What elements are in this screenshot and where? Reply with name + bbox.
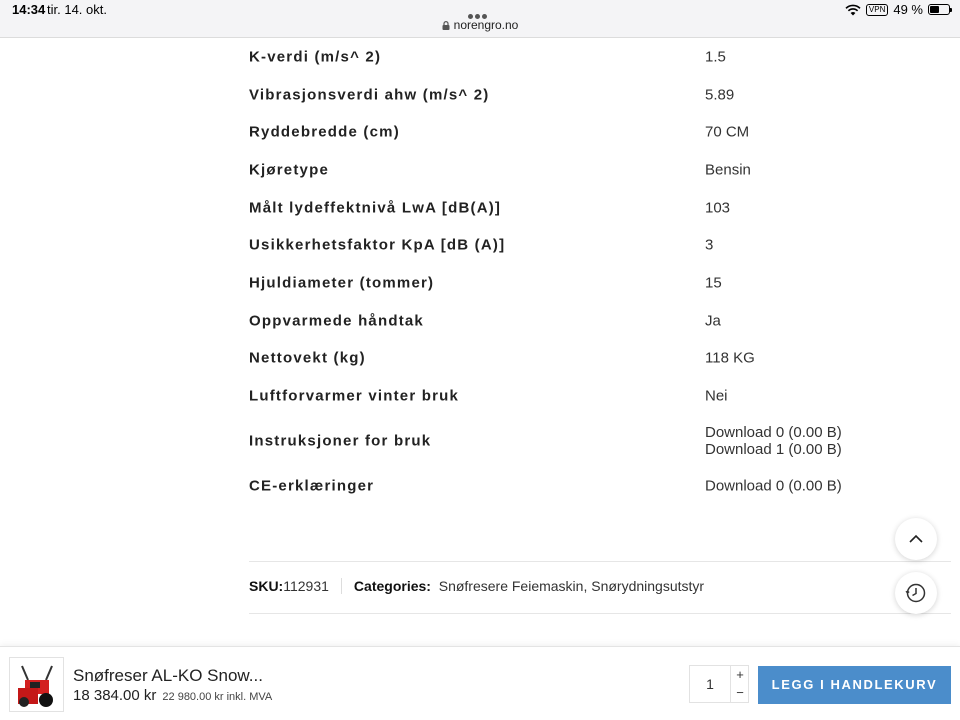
- spec-value-text: Ja: [705, 312, 721, 330]
- spec-label: Vibrasjonsverdi ahw (m/s^ 2): [249, 86, 490, 104]
- spec-value-text: Bensin: [705, 161, 751, 179]
- quantity-stepper: [689, 665, 749, 703]
- spec-value: [705, 161, 751, 178]
- product-price: [73, 687, 272, 704]
- spec-row: [249, 302, 951, 340]
- spec-label: Målt lydeffektnivå LwA [dB(A)]: [249, 199, 502, 217]
- vpn-icon: VPN: [866, 4, 888, 16]
- url-text: norengro.no: [453, 18, 519, 32]
- history-clock-icon: [905, 582, 927, 604]
- spec-row: [249, 377, 951, 415]
- spec-row: [249, 189, 951, 227]
- sku-value: 112931: [283, 578, 329, 594]
- lock-icon: [442, 21, 450, 30]
- spec-value: [705, 86, 734, 103]
- category-separator: ,: [583, 578, 588, 594]
- product-name: Snøfreser AL-KO Snow...: [73, 666, 263, 685]
- spec-value-text: 5.89: [705, 86, 735, 104]
- spec-label: K-verdi (m/s^ 2): [249, 48, 382, 66]
- spec-value: [705, 388, 728, 405]
- spec-label: Instruksjoner for bruk: [249, 432, 432, 450]
- spec-row: [249, 226, 951, 264]
- spec-value-text: 118 KG: [705, 349, 755, 367]
- quantity-increase-button[interactable]: +: [730, 666, 749, 684]
- spec-row: [249, 264, 951, 302]
- sticky-add-to-cart-bar: [0, 646, 960, 720]
- spec-value: [705, 124, 749, 141]
- spec-label: Luftforvarmer vinter bruk: [249, 387, 460, 405]
- spec-label: Oppvarmede håndtak: [249, 312, 424, 330]
- spec-value-text: Nei: [705, 387, 728, 405]
- spec-value[interactable]: [705, 424, 842, 458]
- download-link[interactable]: Download 1 (0.00 B): [705, 440, 842, 458]
- spec-value-text: 1.5: [705, 48, 726, 66]
- multitasking-dots-icon[interactable]: [468, 6, 492, 12]
- clock: 14:34: [12, 2, 46, 17]
- spec-value: [705, 48, 726, 65]
- spec-value-text: 103: [705, 199, 731, 217]
- snowblower-image: [10, 658, 64, 712]
- spec-row: [249, 38, 951, 76]
- battery-percent: 49 %: [893, 2, 923, 17]
- divider: [249, 613, 951, 614]
- meta-separator: [341, 578, 342, 594]
- add-to-cart-button[interactable]: LEGG I HANDLEKURV: [758, 666, 951, 704]
- spec-row: [249, 76, 951, 114]
- price-exkl: 18 384.00 kr: [73, 687, 157, 704]
- battery-icon: [928, 4, 950, 15]
- quantity-input[interactable]: 1: [706, 676, 714, 692]
- download-link[interactable]: Download 0 (0.00 B): [705, 477, 842, 495]
- spec-value-text: 70 CM: [705, 123, 750, 141]
- spec-row: [249, 415, 951, 467]
- spec-value: [705, 274, 722, 291]
- divider: [249, 561, 951, 562]
- product-thumbnail[interactable]: [9, 657, 64, 712]
- spec-value-text: 15: [705, 274, 722, 292]
- scroll-to-top-button[interactable]: [895, 518, 937, 560]
- spec-label: Kjøretype: [249, 161, 329, 179]
- quantity-decrease-button[interactable]: −: [730, 684, 749, 702]
- spec-label: Nettovekt (kg): [249, 349, 366, 367]
- price-inkl-mva: 22 980.00 kr inkl. MVA: [162, 691, 273, 703]
- spec-value: [705, 237, 713, 254]
- specifications-table: [249, 38, 951, 505]
- status-bar: [0, 0, 960, 38]
- spec-label: Usikkerhetsfaktor KpA [dB (A)]: [249, 236, 506, 254]
- product-meta: [249, 578, 704, 594]
- address-bar[interactable]: [0, 18, 960, 32]
- spec-label: Hjuldiameter (tommer): [249, 274, 435, 292]
- download-link[interactable]: Download 0 (0.00 B): [705, 423, 842, 441]
- wifi-icon: [845, 4, 861, 16]
- spec-label: Ryddebredde (cm): [249, 123, 400, 141]
- categories-label: Categories:: [353, 578, 431, 594]
- recently-viewed-button[interactable]: [895, 572, 937, 614]
- spec-row: [249, 340, 951, 378]
- spec-value[interactable]: [705, 477, 842, 494]
- spec-row: [249, 113, 951, 151]
- chevron-up-icon: [908, 534, 924, 544]
- spec-value: [705, 312, 721, 329]
- spec-row: [249, 467, 951, 505]
- sku-label: SKU:: [249, 578, 284, 594]
- spec-value: [705, 350, 755, 367]
- spec-value-text: 3: [705, 236, 714, 254]
- category-link-snorydningsutstyr[interactable]: Snørydningsutstyr: [591, 578, 705, 594]
- spec-row: [249, 151, 951, 189]
- status-icons: [845, 2, 950, 17]
- spec-value: [705, 199, 730, 216]
- date: tir. 14. okt.: [47, 2, 107, 17]
- category-link-snofresere[interactable]: Snøfresere Feiemaskin: [438, 578, 584, 594]
- spec-label: CE-erklæringer: [249, 477, 375, 495]
